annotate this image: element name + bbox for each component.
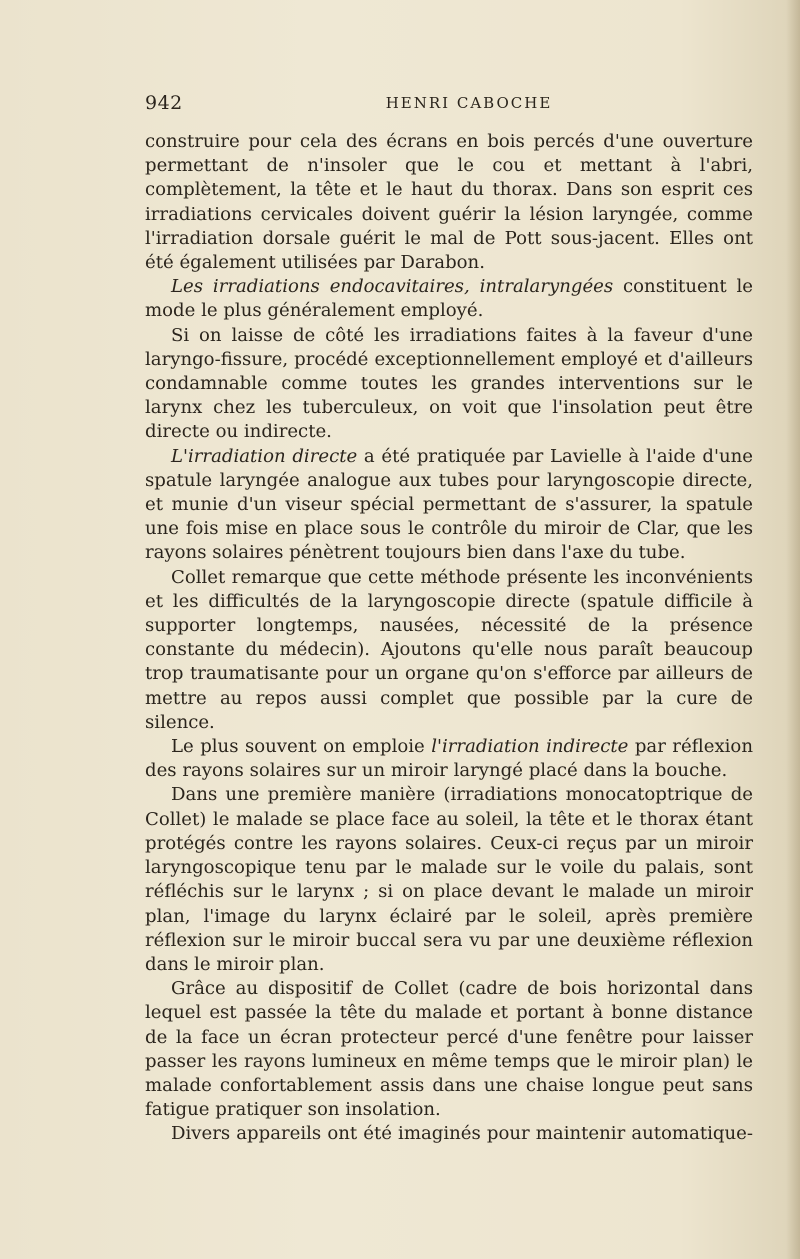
page-edge-shadow (786, 0, 800, 1259)
italic-term: l'irradiation indirecte (431, 736, 629, 758)
paragraph-1: construire pour cela des écrans en bois percés d'une ouverture permettant de n'insoler que le cou et mettant à l'abri, complètement, la tête et le haut du thorax. Dans son esprit ces irradiations cervicales doivent guérir la lésion laryngée, comme l'irradiation dorsale guérit le mal de Pott sous-jacent. Elles ont été également utilisées par Darabon. (145, 131, 753, 274)
paragraph-6: Le plus souvent on emploie l'irradiation indirecte par réflexion des rayons solaires sur un miroir laryngé placé dans la bouche. (145, 736, 753, 782)
paragraph-2: Les irradiations endocavitaires, intralaryngées constituent le mode le plus généralement employé. (145, 276, 753, 322)
paragraph-4: L'irradiation directe a été pratiquée par Lavielle à l'aide d'une spatule laryngée analogue aux tubes pour laryngoscopie directe, et munie d'un viseur spécial permettant de s'assurer, la spatule une fois mise en place sous le contrôle du miroir de Clar, que les rayons solaires pénètrent toujours bien dans l'axe du tube. (145, 445, 753, 564)
paragraph-5: Collet remarque que cette méthode présente les inconvénients et les difficultés de la laryngoscopie directe (spatule difficile à supporter longtemps, nausées, nécessité de la présence constante du médecin). Ajoutons qu'elle nous paraît beaucoup trop traumatisante pour un organe qu'on s'efforce par ailleurs de mettre au repos aussi complet que possible par la cure de silence. (145, 566, 753, 733)
paragraph-7: Dans une première manière (irradiations monocatoptrique de Collet) le malade se place face au soleil, la tête et le thorax étant protégés contre les rayons solaires. Ceux-ci reçus par un miroir laryngoscopique tenu par le malade sur le voile du palais, sont réfléchis sur le larynx ; si on place devant le malade un miroir plan, l'image du larynx éclairé par le soleil, après première réflexion sur le miroir buccal sera vu par une deuxième réflexion dans le miroir plan. (145, 784, 753, 975)
italic-term: L'irradiation directe (171, 445, 358, 467)
body-text (145, 130, 753, 1147)
paragraph-9: Divers appareils ont été imaginés pour maintenir automatique- (171, 1123, 753, 1145)
running-head: HENRI CABOCHE (385, 94, 553, 112)
italic-term: Les irradiations endocavitaires, intralaryngées (171, 276, 614, 298)
paragraph-3: Si on laisse de côté les irradiations faites à la faveur d'une laryngo-fissure, procédé exceptionnellement employé et d'ailleurs condamnable comme toutes les grandes interventions sur le larynx chez les tuberculeux, on voit que l'insolation peut être directe ou indirecte. (145, 324, 753, 443)
page-number: 942 (145, 92, 183, 114)
page-header (145, 92, 753, 118)
paragraph-8: Grâce au dispositif de Collet (cadre de bois horizontal dans lequel est passée la tête du malade et portant à bonne distance de la face un écran protecteur percé d'une fenêtre pour laisser passer les rayons lumineux en même temps que le miroir plan) le malade confortablement assis dans une chaise longue peut sans fatigue pratiquer son insolation. (145, 978, 753, 1121)
